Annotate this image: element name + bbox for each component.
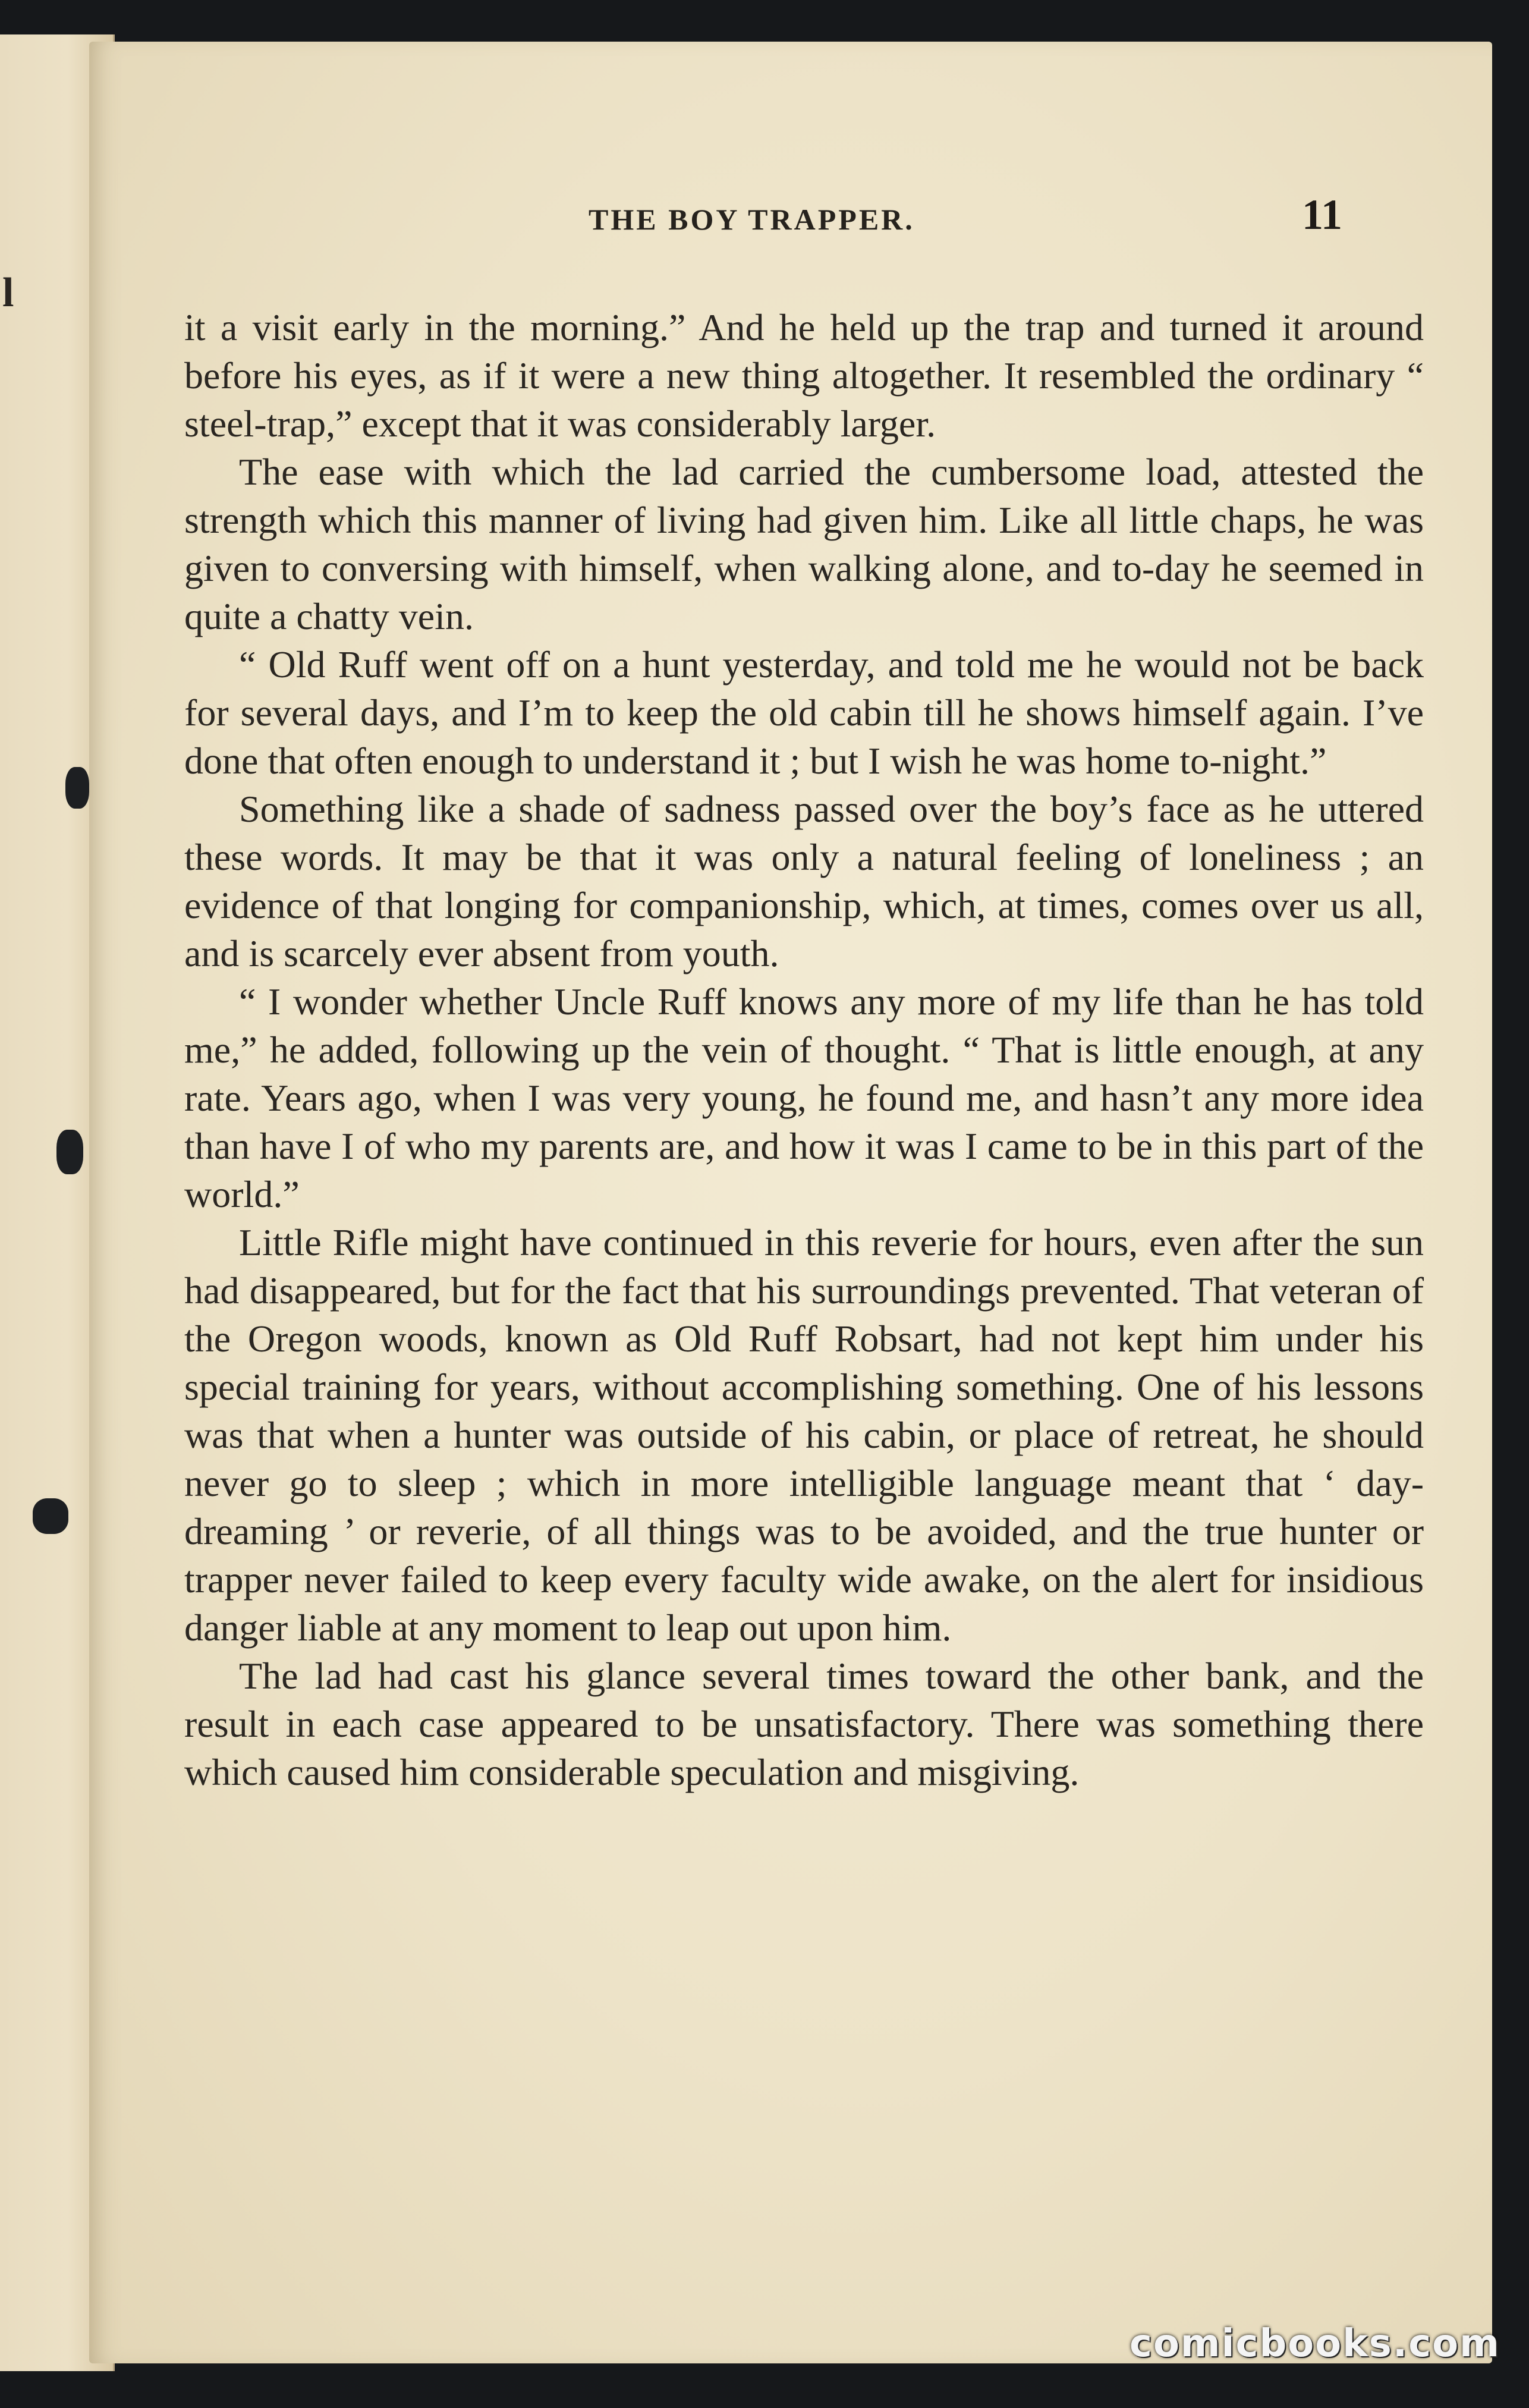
page-header (89, 190, 1492, 244)
paragraph: “ I wonder whether Uncle Ruff knows any more of my life than he has told me,” he added, following up the vein of thought. “ That is little enough, at any rate. Years ago, when I was very young, he found me, and hasn’t any more idea than have I of who my parents are, and how it was I came to be in this part of the world.” (184, 980, 1424, 1215)
paragraph: The ease with which the lad carried the cumbersome load, attested the strength which this manner of living had given him. Like all little chaps, he was given to conversing with himself, when walking alone, and to-day he seemed in quite a chatty vein. (184, 451, 1424, 637)
binding-tear (33, 1498, 68, 1534)
previous-page-fragment: l (2, 270, 14, 316)
page-number: 11 (1302, 191, 1343, 238)
binding-tear (56, 1130, 83, 1174)
running-head: THE BOY TRAPPER. (589, 203, 915, 236)
body-text (184, 303, 1424, 1796)
paragraph: “ Old Ruff went off on a hunt yesterday, and told me he would not be back for several days, and I’m to keep the old cabin till he shows himself again. I’ve done that often enough to understand it ; but I wish he was home to-night.” (184, 643, 1424, 782)
paragraph: Something like a shade of sadness passed over the boy’s face as he uttered these words. It may be that it was only a natural feeling of loneliness ; an evidence of that longing for companionship, which, at times, comes over us all, and is scarcely ever absent from youth. (184, 788, 1424, 974)
paragraph: it a visit early in the morning.” And he held up the trap and turned it around before his eyes, as if it were a new thing altogether. It resembled the ordinary “ steel-trap,” except that it was considerably larger. (184, 306, 1424, 445)
paragraph: The lad had cast his glance several times toward the other bank, and the result in each case appeared to be unsatisfactory. There was something there which caused him considerable speculation and misgiving. (184, 1655, 1424, 1793)
paragraph: Little Rifle might have continued in this reverie for hours, even after the sun had disappeared, but for the fact that his surroundings prevented. That veteran of the Oregon woods, known as Old Ruff Robsart, had not kept him under his special training for years, without accomplishing something. One of his lessons was that when a hunter was outside of his cabin, or place of retreat, he should never go to sleep ; which in more intelligible language meant that ‘ day-dreaming ’ or reverie, of all things was to be avoided, and the true hunter or trapper never failed to keep every faculty wide awake, on the alert for insidious danger liable at any moment to leap out upon him. (184, 1221, 1424, 1649)
binding-tear (65, 767, 89, 809)
book-page (89, 42, 1492, 2363)
watermark: comicbooks.com (1130, 2322, 1500, 2366)
